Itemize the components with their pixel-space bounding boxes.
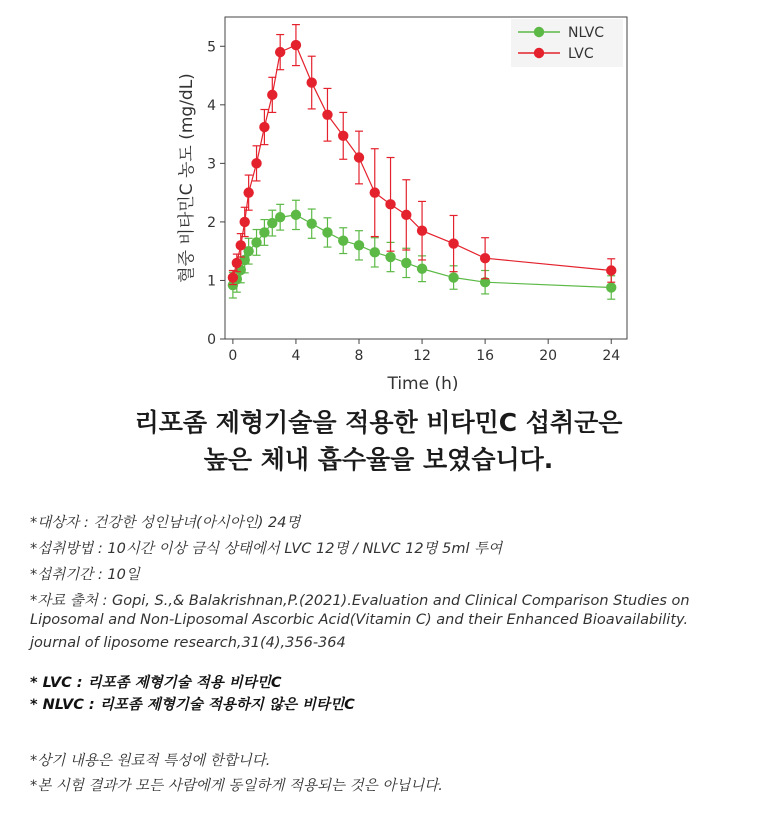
data-point-lvc-3 xyxy=(240,217,250,227)
data-point-lvc-2 xyxy=(236,240,246,250)
legend-marker-nlvc xyxy=(534,27,544,37)
data-point-lvc-17 xyxy=(417,225,427,235)
data-point-nlvc-8 xyxy=(275,212,285,222)
data-point-lvc-16 xyxy=(401,210,411,220)
data-point-lvc-14 xyxy=(370,187,380,197)
y-tick-label-5: 5 xyxy=(207,39,216,56)
definition-lvc: * LVC : 리포좀 제형기술 적용 비타민C xyxy=(30,675,282,691)
data-point-lvc-5 xyxy=(251,158,261,168)
data-point-nlvc-14 xyxy=(370,247,380,257)
data-point-lvc-7 xyxy=(267,90,277,100)
data-point-lvc-13 xyxy=(354,152,364,162)
x-tick-label-2: 8 xyxy=(354,348,364,364)
data-point-nlvc-16 xyxy=(401,258,411,268)
data-point-nlvc-15 xyxy=(385,252,395,262)
legend-label-lvc: LVC xyxy=(568,46,594,62)
x-axis-title: Time (h) xyxy=(387,374,459,394)
data-point-nlvc-11 xyxy=(322,227,332,237)
data-point-lvc-9 xyxy=(291,40,301,50)
data-point-nlvc-10 xyxy=(307,218,317,228)
data-point-nlvc-9 xyxy=(291,210,301,220)
definition-nlvc: * NLVC : 리포좀 제형기술 적용하지 않은 비타민C xyxy=(30,697,355,713)
note-source-1: *자료 출처 : Gopi, S.,& Balakrishnan,P.(2021).Evaluation and Clinical Comparison Studies on xyxy=(30,593,690,609)
data-point-nlvc-20 xyxy=(606,282,616,292)
legend-label-nlvc: NLVC xyxy=(568,25,605,41)
note-method: *섭취방법 : 10시간 이상 금식 상태에서 LVC 12명 / NLVC 12명 5ml 투여 xyxy=(30,541,503,557)
data-point-nlvc-5 xyxy=(251,237,261,247)
note-subjects: *대상자 : 건강한 성인남녀(아시아인) 24명 xyxy=(30,515,301,531)
note-source-2: Liposomal and Non-Liposomal Ascorbic Acid(Vitamin C) and their Enhanced Bioavailability. xyxy=(30,612,689,628)
data-point-lvc-10 xyxy=(307,77,317,87)
y-axis-title: 혈중 비타민C 농도 (mg/dL) xyxy=(177,73,197,283)
data-point-lvc-4 xyxy=(243,187,253,197)
data-point-lvc-20 xyxy=(606,265,616,275)
y-tick-label-3: 3 xyxy=(207,156,216,173)
legend xyxy=(511,19,623,67)
y-tick-label-0: 0 xyxy=(207,332,216,348)
x-tick-label-1: 4 xyxy=(291,348,301,364)
data-point-nlvc-17 xyxy=(417,264,427,274)
data-point-lvc-12 xyxy=(338,131,348,141)
data-point-nlvc-18 xyxy=(448,272,458,282)
data-point-lvc-19 xyxy=(480,253,490,263)
legend-marker-lvc xyxy=(534,48,544,58)
x-tick-label-5: 20 xyxy=(539,348,558,364)
y-tick-label-2: 2 xyxy=(207,214,216,231)
note-period: *섭취기간 : 10일 xyxy=(30,567,140,583)
data-point-lvc-6 xyxy=(259,122,269,132)
x-tick-label-0: 0 xyxy=(228,348,238,364)
headline-line-2: 높은 체내 흡수율을 보였습니다. xyxy=(203,445,554,474)
x-tick-label-4: 16 xyxy=(476,348,495,364)
data-point-lvc-8 xyxy=(275,47,285,57)
data-point-lvc-15 xyxy=(385,199,395,209)
data-point-nlvc-13 xyxy=(354,240,364,250)
data-point-lvc-11 xyxy=(322,110,332,120)
vitamin-c-chart xyxy=(0,0,757,400)
data-point-lvc-18 xyxy=(448,238,458,248)
disclaimer-1: *상기 내용은 원료적 특성에 한합니다. xyxy=(30,753,271,769)
note-source-3: journal of liposome research,31(4),356-364 xyxy=(30,635,346,651)
data-point-lvc-1 xyxy=(232,258,242,268)
x-tick-label-3: 12 xyxy=(413,348,431,364)
headline-line-1: 리포좀 제형기술을 적용한 비타민C 섭취군은 xyxy=(134,408,623,437)
data-point-lvc-0 xyxy=(228,272,238,282)
disclaimer-2: *본 시험 결과가 모든 사람에게 동일하게 적용되는 것은 아닙니다. xyxy=(30,778,443,794)
y-tick-label-4: 4 xyxy=(207,97,216,114)
y-tick-label-1: 1 xyxy=(207,273,216,290)
x-tick-label-6: 24 xyxy=(602,348,621,364)
data-point-nlvc-6 xyxy=(259,227,269,237)
data-point-nlvc-12 xyxy=(338,235,348,245)
legend-box xyxy=(511,19,623,67)
